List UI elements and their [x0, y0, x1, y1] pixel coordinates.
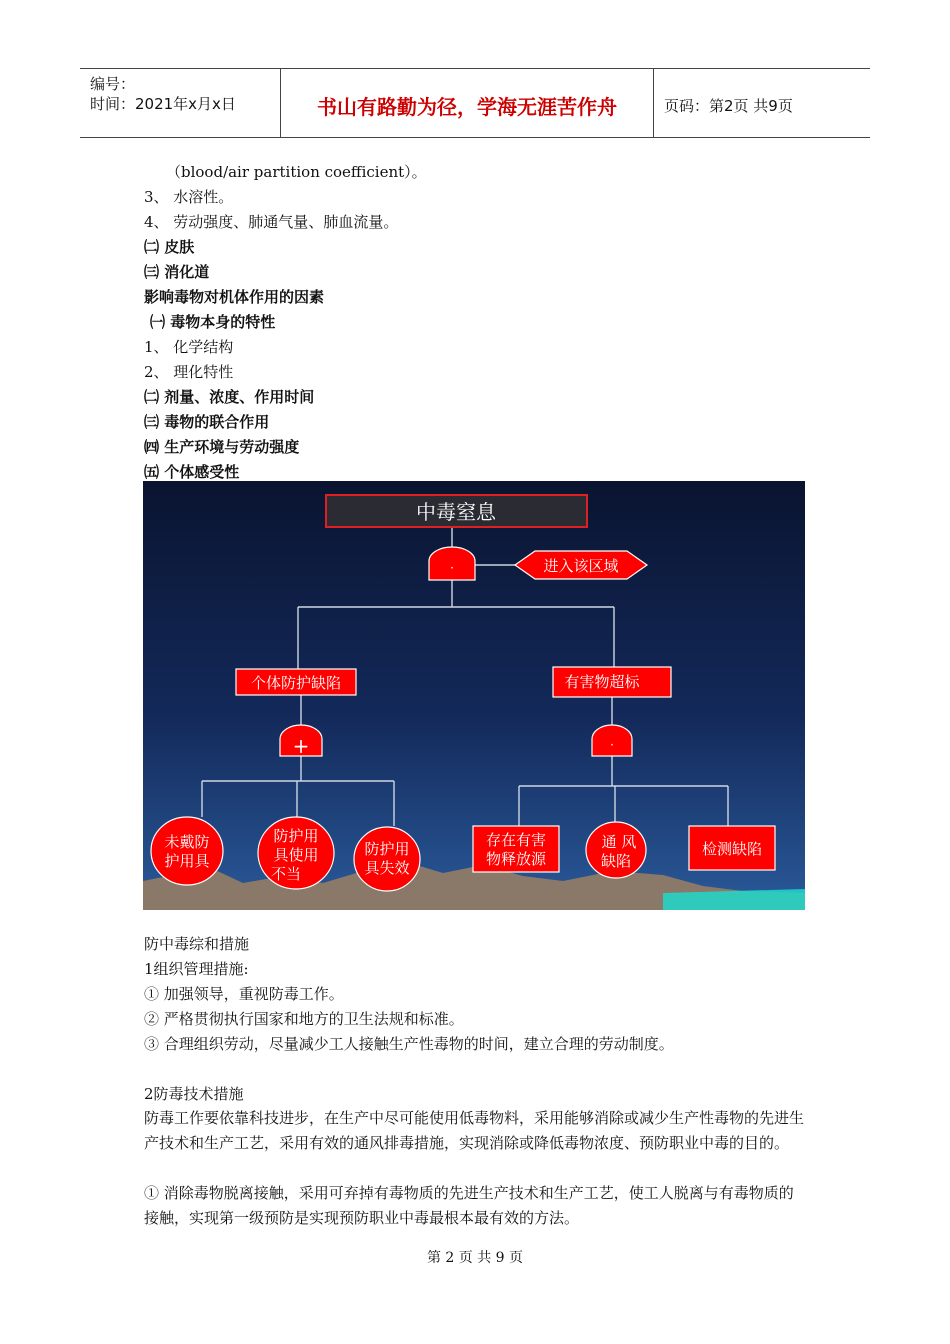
header-info-cell	[80, 69, 281, 137]
basic-event-circle	[151, 817, 223, 885]
basic-event-label: 物释放源	[485, 850, 547, 868]
page-footer: 第 2 页 共 9 页	[426, 1250, 524, 1266]
page-indicator: 页码：第2页 共9页	[664, 97, 793, 115]
basic-event-label: 防护用	[273, 827, 319, 845]
text-line: 2、 理化特性	[144, 363, 234, 381]
subsection-title: 2防毒技术措施	[144, 1085, 244, 1103]
subheading: ㈣ 生产环境与劳动强度	[144, 438, 300, 456]
list-item: ③ 合理组织劳动，尽量减少工人接触生产性毒物的时间，建立合理的劳动制度。	[144, 1035, 674, 1053]
subsection-title: 1组织管理措施:	[144, 960, 249, 978]
basic-event-label: 具失效	[364, 859, 410, 877]
subheading: ㈡ 皮肤	[144, 238, 195, 256]
text-line: 3、 水溶性。	[144, 188, 234, 206]
basic-event-label: 检测缺陷	[701, 840, 763, 858]
gate-right-symbol: ·	[610, 738, 614, 752]
header-page-cell	[654, 69, 870, 137]
top-event-label: 中毒窒息	[416, 500, 496, 524]
basic-event-label: 护用具	[164, 852, 210, 870]
header-motto-cell	[281, 69, 654, 137]
basic-event-label: 防护用	[364, 840, 410, 858]
subheading: ㈠ 毒物本身的特性	[150, 313, 276, 331]
subheading: ㈡ 剂量、浓度、作用时间	[144, 388, 315, 406]
subheading: ㈢ 毒物的联合作用	[144, 413, 270, 431]
basic-event-label: 存在有害	[485, 831, 547, 849]
body-paragraph: ① 消除毒物脱离接触，采用可弃掉有毒物质的先进生产技术和生产工艺，使工人脱离与有毒物质的接触，实现第一级预防是实现预防职业中毒最根本最有效的方法。	[144, 1184, 794, 1227]
text-line: 4、 劳动强度、肺通气量、肺血流量。	[144, 213, 399, 231]
text-line: 1、 化学结构	[144, 338, 234, 356]
section-heading: 影响毒物对机体作用的因素	[144, 288, 325, 306]
basic-event-label: 不当	[270, 865, 302, 883]
basic-event-label: 缺陷	[600, 852, 632, 870]
fault-tree-diagram	[143, 481, 805, 910]
basic-event-label: 通 风	[601, 833, 637, 851]
doc-time-label: 时间：2021年x月x日	[90, 95, 236, 113]
text-line: （blood/air partition coefficient）。	[166, 163, 427, 181]
event-label-harmful-exceed: 有害物超标	[564, 673, 640, 691]
subheading: ㈢ 消化道	[144, 263, 210, 281]
doc-number-label: 编号：	[90, 75, 136, 93]
body-paragraph: 防毒工作要依靠科技进步，在生产中尽可能使用低毒物料，采用能够消除或减少生产性毒物的先进生产技术和生产工艺，采用有效的通风排毒措施，实现消除或降低毒物浓度、预防职业中毒的目的。	[144, 1109, 805, 1152]
list-item: ② 严格贯彻执行国家和地方的卫生法规和标准。	[144, 1010, 464, 1028]
basic-event-label: 具使用	[273, 846, 319, 864]
subheading: ㈤ 个体感受性	[144, 463, 240, 481]
list-item: ① 加强领导，重视防毒工作。	[144, 985, 344, 1003]
motto-text: 书山有路勤为径，学海无涯苦作舟	[317, 95, 617, 119]
gate-top-symbol: ·	[450, 561, 454, 575]
event-label-individual-protection: 个体防护缺陷	[250, 674, 342, 692]
basic-event-label: 未戴防	[164, 833, 210, 851]
page-header	[80, 68, 870, 138]
condition-label: 进入该区域	[543, 557, 619, 575]
section-title: 防中毒综和措施	[144, 935, 250, 953]
gate-left-symbol: +	[292, 734, 310, 758]
